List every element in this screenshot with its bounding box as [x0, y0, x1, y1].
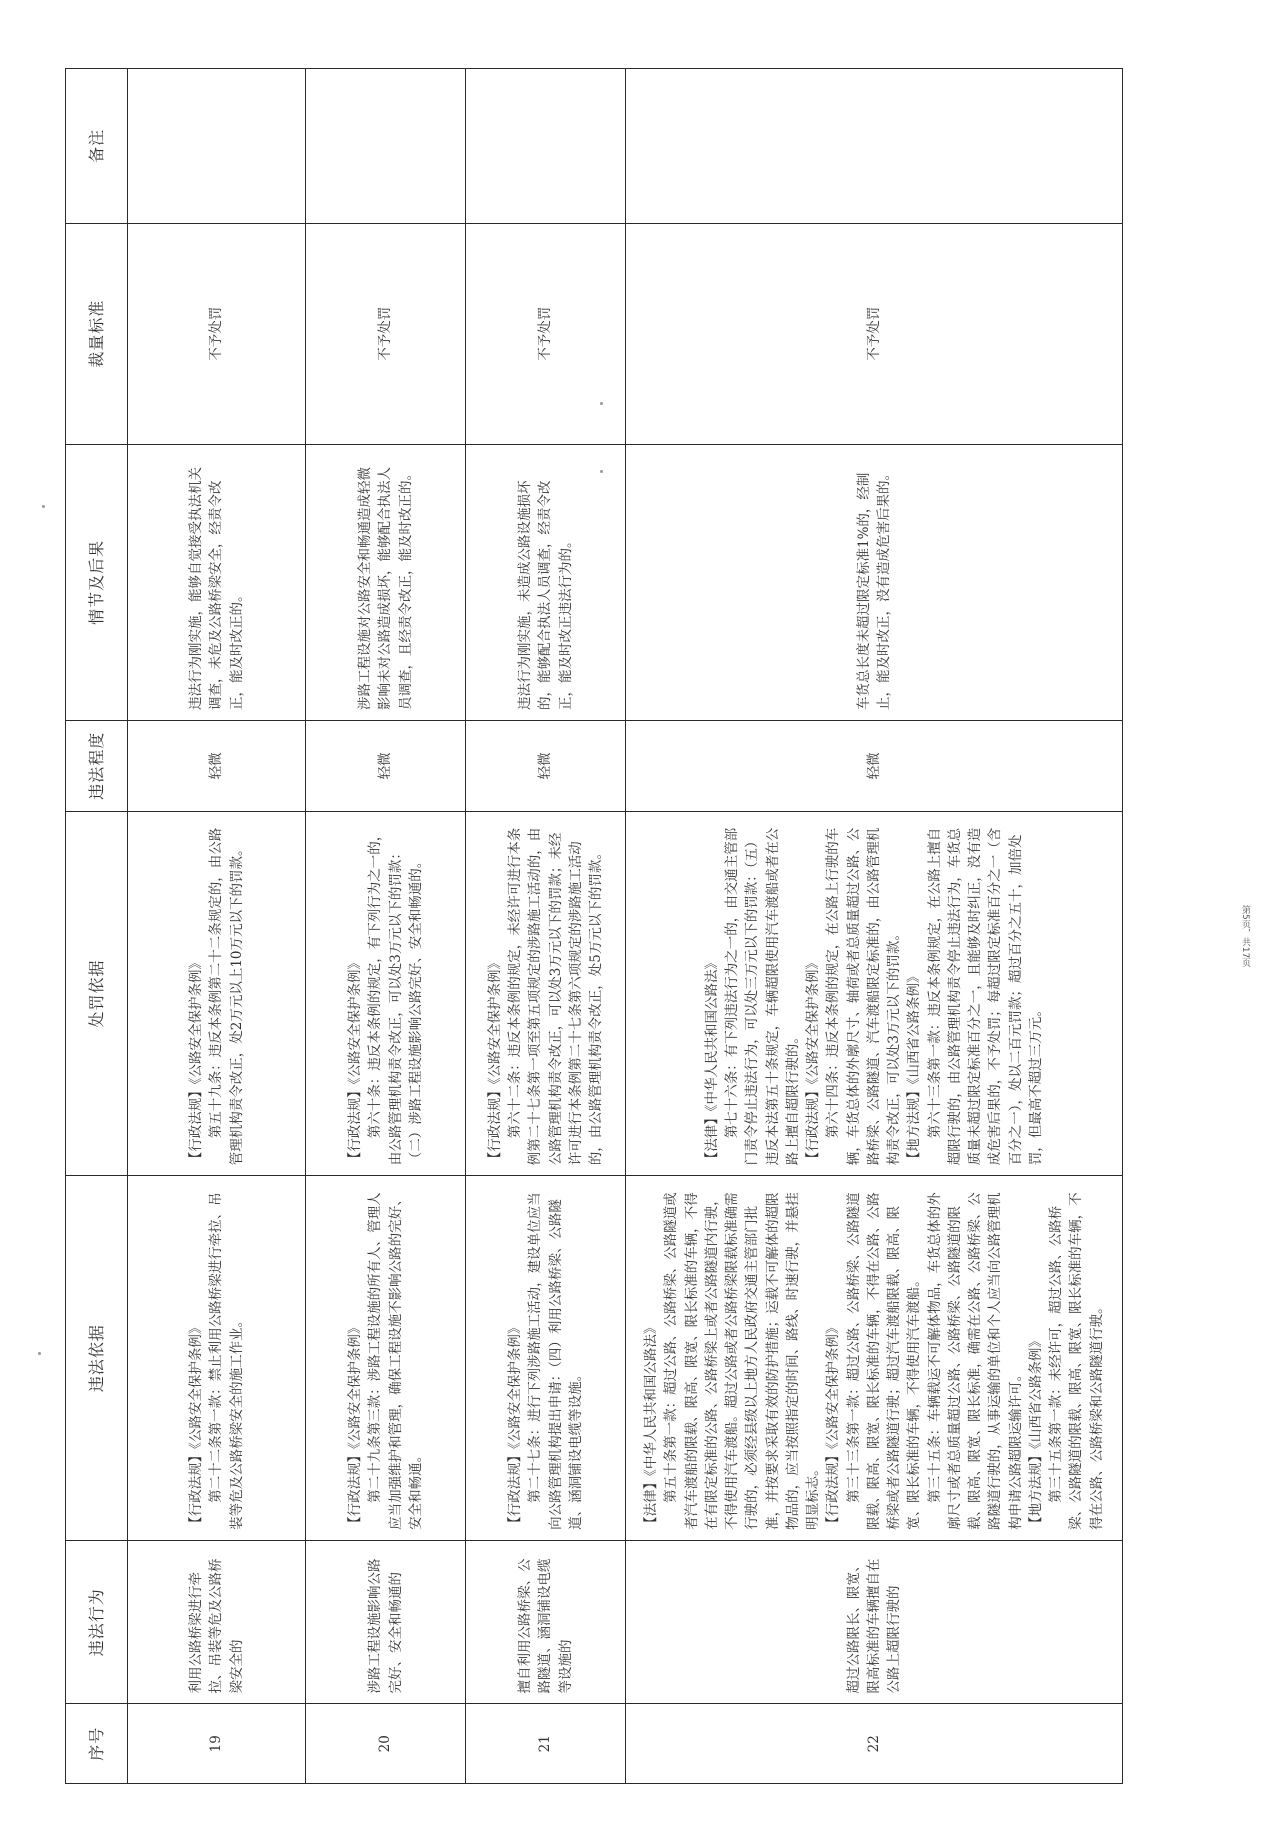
scan-speck [38, 1352, 41, 1355]
violation-act: 擅自利用公路桥梁、公路隧道、涵洞铺设电缆等设施的 [466, 1540, 626, 1704]
penalty-line: 【地方法规】《山西省公路条例》 [906, 969, 923, 1166]
penalty-line: 第六十二条：违反本条例的规定，未经许可进行本条例第二十七条第一项至第五项规定的涉路施工活动的，由公路管理机构责令改正，可以处3万元以下的罚款；未经许可进行本条例第二十七条第六项规定的涉路施工活动的，由公路管理机构责令改正，处5万元以下的罚款。 [507, 827, 604, 1166]
basis-line: 【行政法规】《公路安全保护条例》 [188, 1320, 205, 1530]
page-footer: 第5页，共17页 [1240, 905, 1250, 968]
violation-basis [128, 1176, 306, 1541]
basis-line: 第二十二条第一款：禁止利用公路桥梁进行牵拉、吊装等危及公路桥梁安全的施工作业。 [208, 1192, 245, 1530]
penalty-basis [626, 811, 1123, 1176]
table-row [128, 69, 306, 1784]
penalty-line: 第六十三条第一款：违反本条例规定，在公路上擅自超限行驶的，由公路管理机构责令停止违法行为，车货总质量未超过限定标准百分之一，且能够及时纠正，没有造成危害后果的，不予处罚；每超过限定标准百分之一（含百分之一），处以二百元罚款；超过百分之五十，加倍处罚，但最高不超过三万元。 [926, 827, 1044, 1166]
penalty-line: 【行政法规】《公路安全保护条例》 [347, 956, 363, 1166]
row-number: 19 [128, 1704, 306, 1784]
note-cell [626, 69, 1123, 224]
table-row [306, 69, 466, 1784]
basis-line: 【法律】《中华人民共和国公路法》 [643, 1320, 660, 1530]
note-cell [466, 69, 626, 224]
penalty-line: 【行政法规】《公路安全保护条例》 [188, 956, 205, 1166]
penalty-line: 第六十条：违反本条例的规定，有下列行为之一的，由公路管理机构责令改正，可以处3万元以下的罚款：（二）涉路工程设施影响公路完好、安全和畅通的。 [367, 827, 424, 1166]
penalty-line: 【行政法规】《公路安全保护条例》 [486, 956, 503, 1166]
header-standard: 裁量标准 [66, 223, 128, 444]
basis-line: 【行政法规】《公路安全保护条例》 [347, 1320, 363, 1530]
violation-act: 涉路工程设施影响公路完好、安全和畅通的 [306, 1540, 466, 1704]
header-no: 序号 [66, 1704, 128, 1784]
basis-line: 第二十七条：进行下列涉路施工活动，建设单位应当向公路管理机构提出申请：（四）利用公路桥梁、公路隧道、涵洞铺设电缆等设施。 [527, 1192, 584, 1530]
basis-line: 第二十九条第三款：涉路工程设施的所有人、管理人应当加强维护和管理，确保工程设施不影响公路的完好、安全和畅通。 [367, 1192, 424, 1530]
circumstances: 违法行为刚实施，未造成公路设施损坏的，能够配合执法人员调查，经责令改正，能及时改正违法行为的。 [466, 444, 626, 720]
violation-degree: 轻微 [466, 721, 626, 812]
violation-degree: 轻微 [128, 721, 306, 812]
penalty-line: 【行政法规】《公路安全保护条例》 [805, 956, 822, 1166]
violation-act: 利用公路桥梁进行牵拉、吊装等危及公路桥梁安全的 [128, 1540, 306, 1704]
violation-degree: 轻微 [626, 721, 1123, 812]
discretion-standard: 不予处罚 [128, 223, 306, 444]
header-circumstances: 情节及后果 [66, 444, 128, 720]
header-degree: 违法程度 [66, 721, 128, 812]
header-note: 备注 [66, 69, 128, 224]
row-number: 20 [306, 1704, 466, 1784]
discretion-standard: 不予处罚 [306, 223, 466, 444]
header-act: 违法行为 [66, 1540, 128, 1704]
discretion-standard: 不予处罚 [466, 223, 626, 444]
table-row [466, 69, 626, 1784]
scan-speck [600, 402, 603, 405]
basis-line: 【地方法规】《山西省公路条例》 [1027, 1334, 1044, 1530]
basis-line: 第三十三条第一款：超过公路、公路桥梁、公路隧道限载、限高、限宽、限长标准的车辆，不得在公路、公路桥梁或者公路隧道行驶；超过汽车渡船限载、限高、限宽、限长标准的车辆，不得使用汽车渡船。 [845, 1192, 923, 1530]
penalty-basis [128, 811, 306, 1176]
discretion-standard: 不予处罚 [626, 223, 1123, 444]
violation-basis [466, 1176, 626, 1541]
violation-act: 超过公路限长、限宽、限高标准的车辆擅自在公路上超限行驶的 [626, 1540, 1123, 1704]
violation-degree: 轻微 [306, 721, 466, 812]
penalty-discretion-table [65, 68, 1123, 1784]
violation-basis [626, 1176, 1123, 1541]
basis-line: 第三十五条第一款：未经许可，超过公路、公路桥梁、公路隧道的限载、限高、限宽、限长标准的车辆，不得在公路、公路桥梁和公路隧道行驶。 [1048, 1192, 1105, 1530]
penalty-basis [466, 811, 626, 1176]
circumstances: 车货总长度未超过限定标准1%的，经制止，能及时改正，没有造成危害后果的。 [626, 444, 1123, 720]
header-penalty: 处罚依据 [66, 811, 128, 1176]
note-cell [128, 69, 306, 224]
penalty-line: 第七十六条：有下列违法行为之一的，由交通主管部门责令停止违法行为，可以处三万元以下的罚款：（五）违反本法第五十条规定，车辆超限使用汽车渡船或者在公路上擅自超限行驶的。 [724, 827, 801, 1166]
violation-basis [306, 1176, 466, 1541]
rotated-page [65, 68, 1123, 1784]
note-cell [306, 69, 466, 224]
penalty-basis [306, 811, 466, 1176]
penalty-line: 【法律】《中华人民共和国公路法》 [703, 956, 720, 1166]
row-number: 22 [626, 1704, 1123, 1784]
basis-line: 【行政法规】《公路安全保护条例》 [825, 1320, 842, 1530]
header-basis: 违法依据 [66, 1176, 128, 1541]
penalty-line: 第六十四条：违反本条例的规定，在公路上行驶的车辆，车货总体的外廓尺寸、轴荷或者总质量超过公路、公路桥梁、公路隧道、汽车渡船限定标准的，由公路管理机构责令改正，可以处3万元以下的罚款。 [825, 827, 903, 1166]
scan-speck [42, 505, 45, 508]
penalty-line: 第五十九条：违反本条例第二十二条规定的，由公路管理机构责令改正，处2万元以上10万元以下的罚款。 [208, 827, 245, 1166]
table-header-row [66, 69, 128, 1784]
basis-line: 第五十条第一款：超过公路、公路桥梁、公路隧道或者汽车渡船的限载、限高、限宽、限长标准的车辆，不得在有限定标准的公路、公路桥梁上或者公路隧道内行驶，不得使用汽车渡船。超过公路或者公路桥梁限载标准确需行驶的，必须经县级以上地方人民政府交通主管部门批准，并按要求采取有效的防护措施；运载不可解体的超限物品的，应当按照指定的时间、路线、时速行驶，并悬挂明显标志。 [663, 1192, 822, 1530]
scan-speck [600, 470, 603, 473]
table-row [626, 69, 1123, 1784]
row-number: 21 [466, 1704, 626, 1784]
basis-line: 【行政法规】《公路安全保护条例》 [507, 1320, 523, 1530]
basis-line: 第三十五条：车辆载运不可解体物品，车货总体的外廓尺寸或者总质量超过公路、公路桥梁、公路隧道的限载、限高、限宽、限长标准，确需在公路、公路桥梁、公路隧道行驶的，从事运输的单位和个人应当向公路管理机构申请公路超限运输许可。 [926, 1192, 1024, 1530]
circumstances: 涉路工程设施对公路安全和畅通造成轻微影响未对公路造成损坏，能够配合执法人员调查，且经责令改正，能及时改正的。 [306, 444, 466, 720]
circumstances: 违法行为刚实施，能够自觉接受执法机关调查，未危及公路桥梁安全，经责令改正，能及时改正的。 [128, 444, 306, 720]
